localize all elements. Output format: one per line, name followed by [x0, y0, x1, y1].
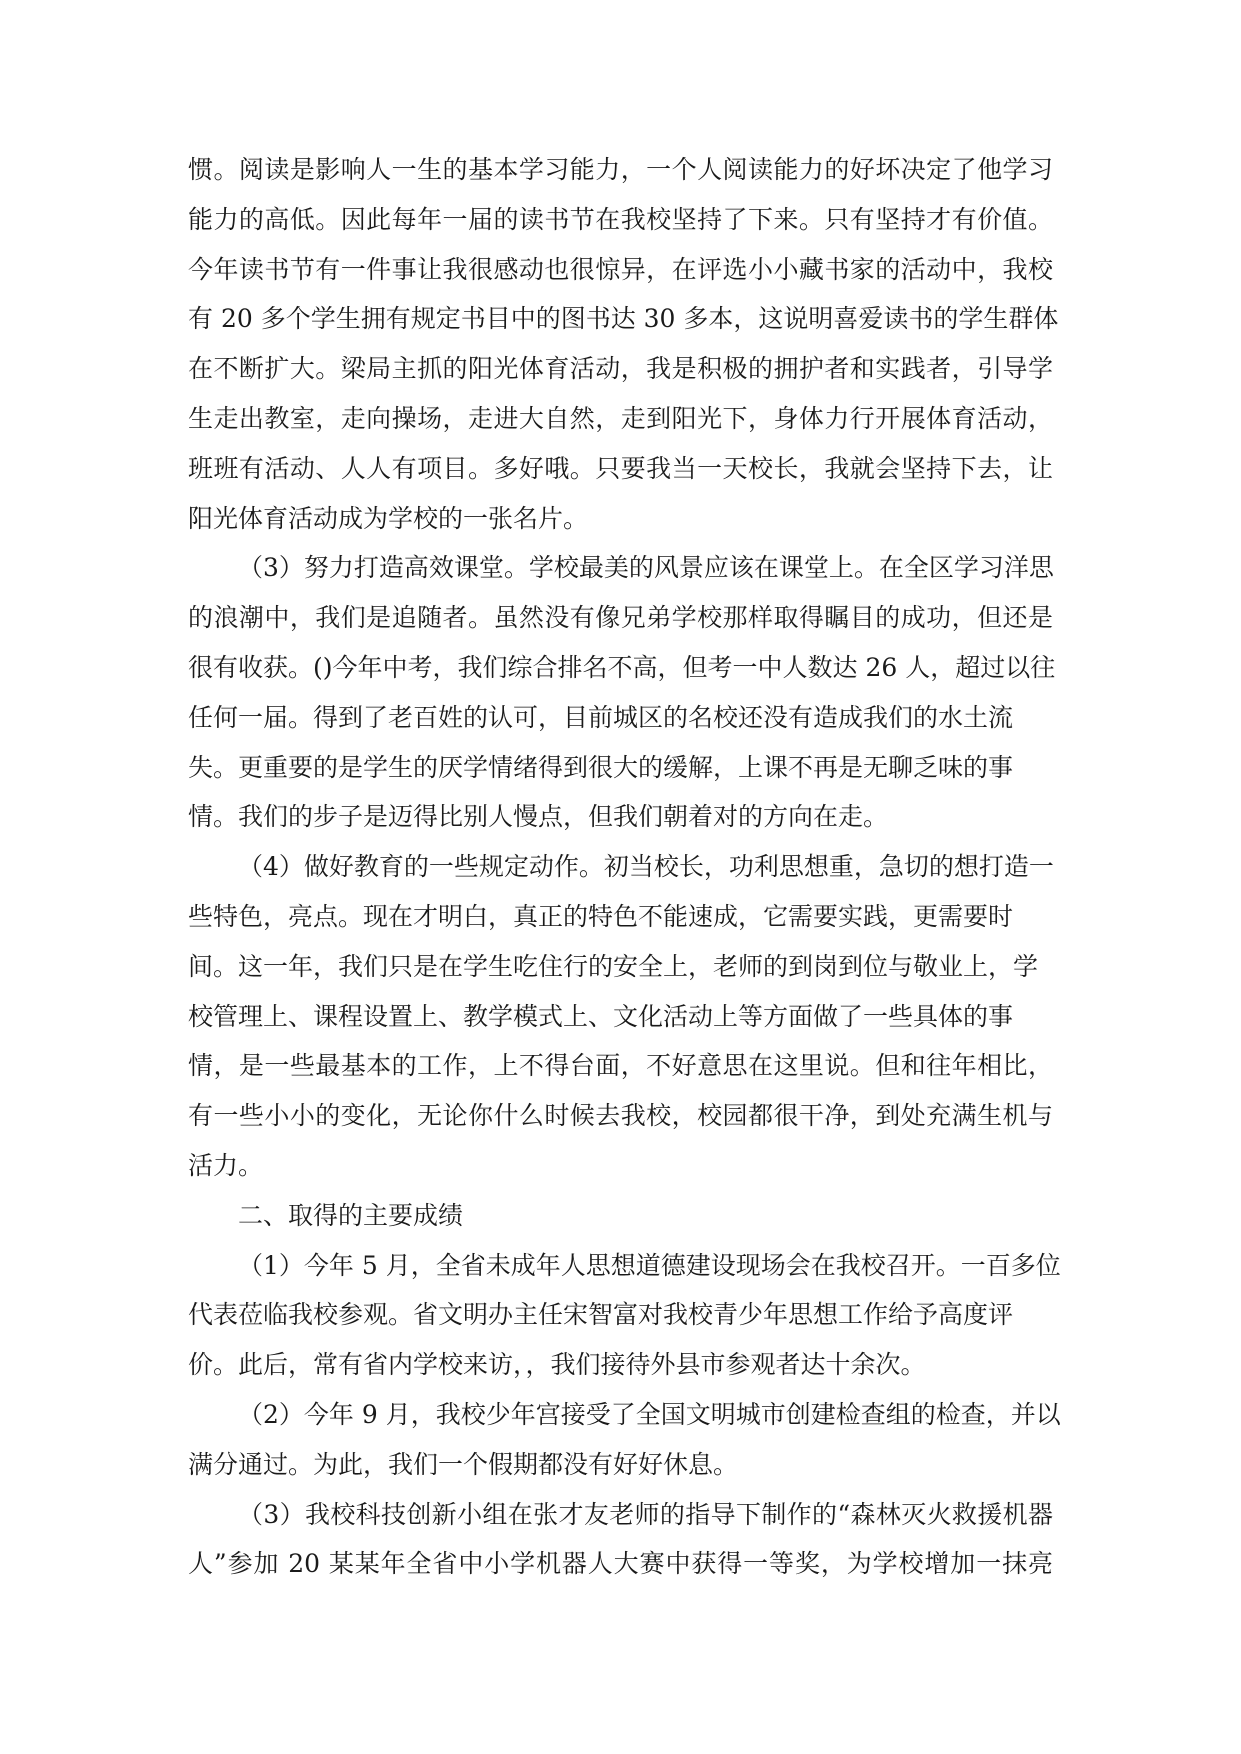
text-line: 活力。: [188, 1150, 264, 1180]
text-line: （2）今年 9 月，我校少年宫接受了全国文明城市创建检查组的检查，并以: [238, 1399, 1061, 1429]
text-line: 有一些小小的变化，无论你什么时候去我校，校园都很干净，到处充满生机与: [188, 1101, 1053, 1131]
text-line: 情。我们的步子是迈得比别人慢点，但我们朝着对的方向在走。: [188, 802, 889, 832]
text-line: 能力的高低。因此每年一届的读书节在我校坚持了下来。只有坚持才有价值。: [188, 204, 1053, 234]
section-heading: 二、取得的主要成绩: [238, 1200, 464, 1230]
text-line: 的浪潮中，我们是追随者。虽然没有像兄弟学校那样取得瞩目的成功，但还是: [188, 603, 1053, 633]
text-line: 任何一届。得到了老百姓的认可，目前城区的名校还没有造成我们的水土流: [188, 702, 1014, 732]
text-line: 代表莅临我校参观。省文明办主任宋智富对我校青少年思想工作给予高度评: [188, 1300, 1014, 1330]
text-line: 惯。阅读是影响人一生的基本学习能力，一个人阅读能力的好坏决定了他学习: [188, 155, 1053, 184]
text-line: 有 20 多个学生拥有规定书目中的图书达 30 多本，这说明喜爱读书的学生群体: [188, 304, 1059, 334]
text-line: 生走出教室，走向操场，走进大自然，走到阳光下，身体力行开展体育活动，: [188, 403, 1053, 433]
text-line: 失。更重要的是学生的厌学情绪得到很大的缓解，上课不再是无聊乏味的事: [188, 752, 1014, 782]
text-line: 价。此后，常有省内学校来访，，我们接待外县市参观者达十余次。: [188, 1350, 926, 1380]
text-line: 今年读书节有一件事让我很感动也很惊异，在评选小小藏书家的活动中，我校: [188, 254, 1053, 284]
text-line: 阳光体育活动成为学校的一张名片。: [188, 503, 589, 533]
document-body: [188, 145, 1061, 1589]
text-line: （3）我校科技创新小组在张才友老师的指导下制作的“森林灭火救援机器: [238, 1499, 1053, 1529]
text-line: （4）做好教育的一些规定动作。初当校长，功利思想重，急切的想打造一: [238, 852, 1054, 882]
text-line: 些特色，亮点。现在才明白，真正的特色不能速成，它需要实践，更需要时: [188, 901, 1014, 931]
text-line: （1）今年 5 月，全省未成年人思想道德建设现场会在我校召开。一百多位: [238, 1250, 1061, 1280]
text-line: （3）努力打造高效课堂。学校最美的风景应该在课堂上。在全区学习洋思: [238, 553, 1054, 583]
text-line: 间。这一年，我们只是在学生吃住行的安全上，老师的到岗到位与敬业上，学: [188, 951, 1039, 981]
text-line: 满分通过。为此，我们一个假期都没有好好休息。: [188, 1449, 739, 1479]
text-line: 情，是一些最基本的工作，上不得台面，不好意思在这里说。但和往年相比，: [188, 1051, 1053, 1081]
text-line: 人”参加 20 某某年全省中小学机器人大赛中获得一等奖，为学校增加一抹亮: [188, 1549, 1053, 1579]
text-line: 很有收获。()今年中考，我们综合排名不高，但考一中人数达 26 人，超过以往: [188, 652, 1056, 682]
text-line: 在不断扩大。梁局主抓的阳光体育活动，我是积极的拥护者和实践者，引导学: [188, 354, 1053, 384]
text-line: 校管理上、课程设置上、教学模式上、文化活动上等方面做了一些具体的事: [188, 1001, 1014, 1031]
text-line: 班班有活动、人人有项目。多好哦。只要我当一天校长，我就会坚持下去，让: [188, 453, 1053, 483]
